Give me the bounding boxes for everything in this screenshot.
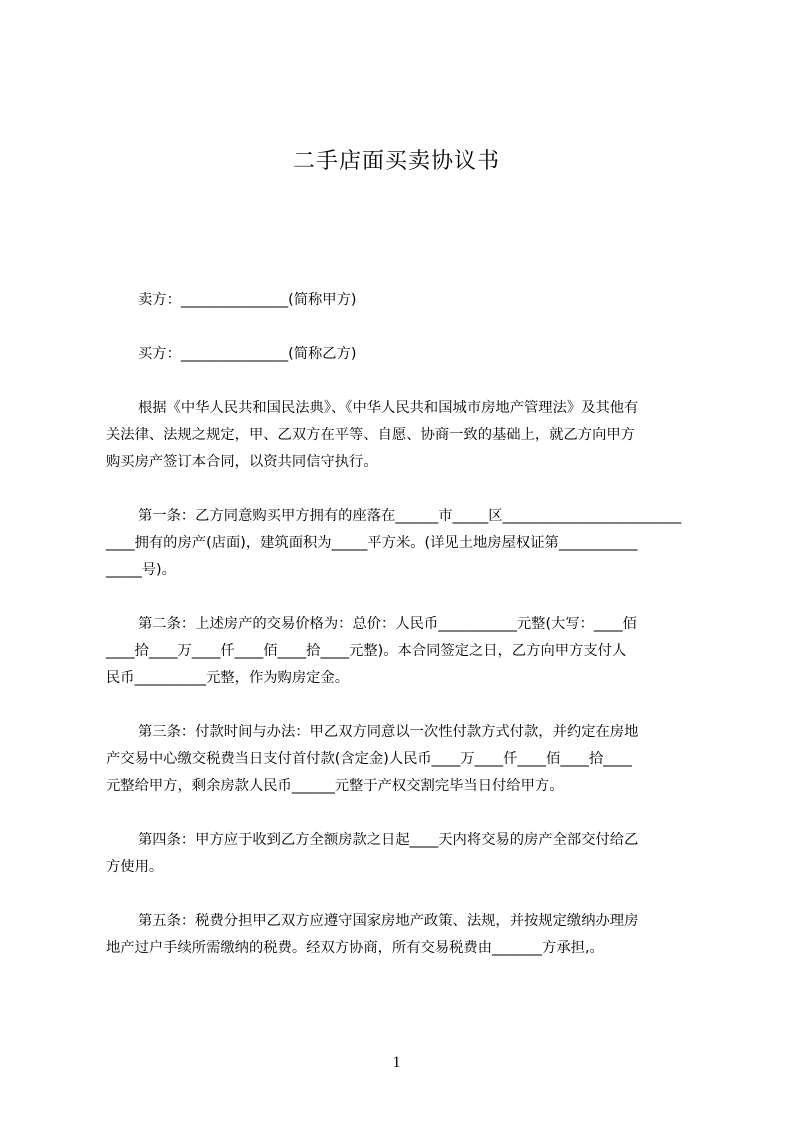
document-title: 二手店面买卖协议书 — [292, 149, 500, 174]
article-2-line-1: 第二条：上述房产的交易价格为：总价：人民币___________元整(大写：____佰 — [138, 616, 637, 632]
seller-line: 卖方：_______________(简称甲方) — [138, 292, 357, 308]
page-number: 1 — [392, 1054, 401, 1071]
preamble-line-3: 购买房产签订本合同，以资共同信守执行。 — [106, 454, 378, 470]
buyer-line: 买方：_______________(简称乙方) — [138, 346, 357, 362]
article-1-line-3: _____号)。 — [106, 562, 176, 578]
article-3-line-3: 元整给甲方，剩余房款人民币______元整于产权交割完毕当日付给甲方。 — [106, 778, 564, 794]
article-2-line-3: 民币__________元整，作为购房定金。 — [106, 670, 350, 686]
article-3-line-1: 第三条：付款时间与办法：甲乙双方同意以一次性付款方式付款，并约定在房地 — [138, 724, 639, 740]
article-1-line-1: 第一条：乙方同意购买甲方拥有的座落在______市_____区_________________________ — [138, 508, 682, 524]
article-3-line-2: 产交易中心缴交税费当日支付首付款(含定金)人民币____万____仟____佰____拾____ — [106, 751, 632, 767]
article-2-line-2: ____拾____万____仟____佰____拾____元整)。本合同签定之日，乙方向甲方支付人 — [106, 643, 627, 659]
preamble-line-2: 关法律、法规之规定，甲、乙双方在平等、自愿、协商一致的基础上，就乙方向甲方 — [106, 427, 635, 443]
article-5-line-1: 第五条：税费分担甲乙双方应遵守国家房地产政策、法规，并按规定缴纳办理房 — [138, 913, 639, 929]
article-4-line-1: 第四条：甲方应于收到乙方全额房款之日起____天内将交易的房产全部交付给乙 — [138, 832, 639, 848]
preamble-line-1: 根据《中华人民共和国民法典》、《中华人民共和国城市房地产管理法》及其他有 — [138, 400, 639, 416]
article-1-line-2: ____拥有的房产(店面)，建筑面积为_____平方米。(详见土地房屋权证第___________ — [106, 535, 638, 551]
article-5-line-2: 地产过户手续所需缴纳的税费。经双方协商，所有交易税费由_______方承担,。 — [106, 940, 604, 956]
article-4-line-2: 方使用。 — [106, 859, 164, 875]
